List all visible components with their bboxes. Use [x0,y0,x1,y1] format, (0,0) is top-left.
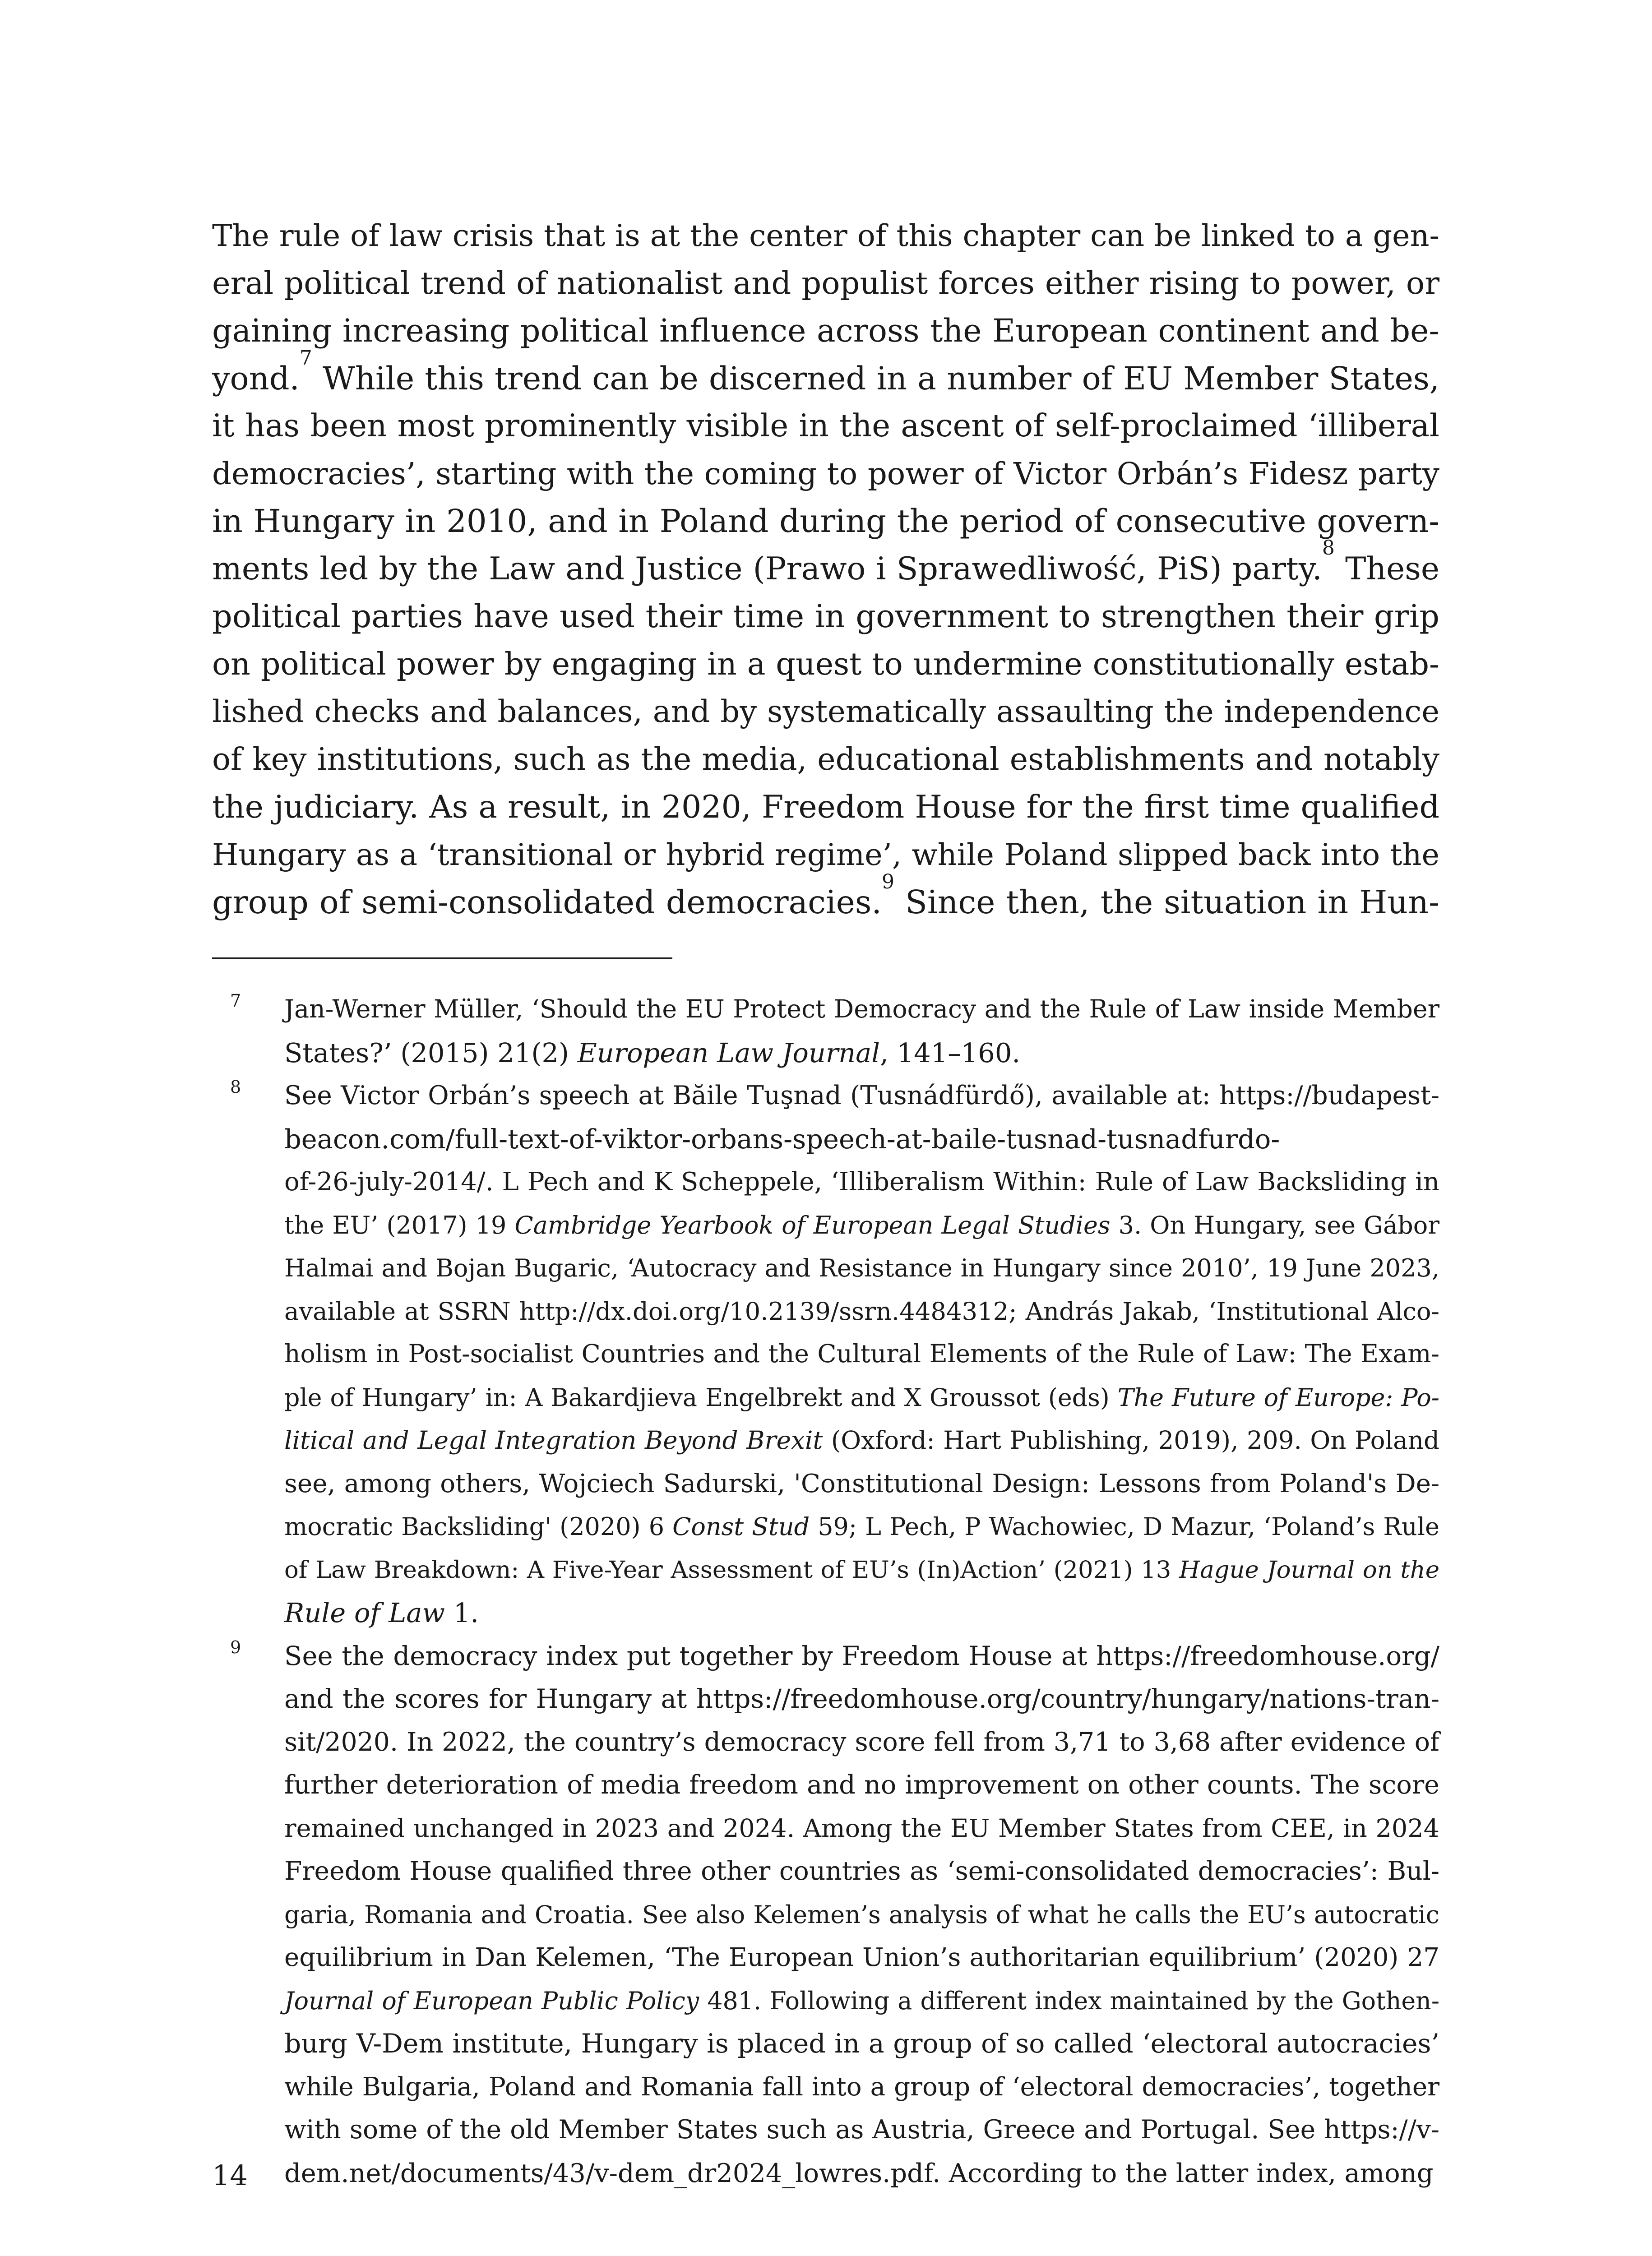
footnote-text [284,1074,1439,1635]
footnote-text-run: See Victor Orbán’s speech at Băile Tuşnad (Tusnádfürdő), available at: https://budapest- [284,1081,1439,1110]
footnote-text-run: Freedom House qualified three other countries as ‘semi-consolidated democracies’: Bul- [284,1856,1439,1886]
footnote-line [284,1333,1439,1376]
footnote-line [284,1290,1439,1333]
footnote-text-run: 481. Following a different index maintained by the Gothen- [699,1986,1440,2015]
footnote-italic-run: Const Stud [672,1512,810,1541]
body-line: lished checks and balances, and by systematically assaulting the independence [212,694,1439,729]
footnote-line [284,1850,1439,1893]
footnote-line [284,1031,1439,1075]
footnote-text-run: while Bulgaria, Poland and Romania fall into a group of ‘electoral democracies’, together [284,2072,1439,2102]
footnote-text-run: mocratic Backsliding' (2020) 6 [284,1512,673,1541]
footnote-line [284,1721,1439,1764]
footnote-text-run: (Oxford: Hart Publishing, 2019), 209. On Poland [823,1426,1440,1455]
footnote-italic-run: The Future of Europe: Po- [1117,1383,1439,1412]
body-text-run: yond. [212,360,300,397]
footnote-text-run: beacon.com/full-text-of-viktor-orbans-speech-at-baile-tusnad-tusnadfurdo- [284,1123,1280,1155]
body-line [212,870,1439,926]
body-line: political parties have used their time in government to strengthen their grip [212,598,1439,635]
body-text-run: Since then, the situation in Hun- [894,883,1439,921]
footnote-text-run: 59; L Pech, P Wachowiec, D Mazur, ‘Poland’s Rule [810,1512,1439,1541]
footnote-italic-run: Journal of European Public Policy [284,1986,699,2015]
footnote-line [284,1979,1439,2023]
body-text-run: These [1334,550,1440,587]
page-number: 14 [212,2159,248,2192]
footnote-line [284,1893,1439,1937]
footnote-text-run: the EU’ (2017) 19 [284,1211,515,1239]
footnote-line [284,2066,1439,2109]
body-line: democracies’, starting with the coming to power of Victor Orbán’s Fidesz party [212,456,1439,491]
body-line: of key institutions, such as the media, educational establishments and notably [212,741,1439,777]
body-text-run: group of semi-consolidated democracies. [212,883,882,921]
footnote-text-run: 1. [444,1597,479,1628]
footnote-text-run: dem.net/documents/43/v-dem_dr2024_lowres.pdf. According to the latter index, among [284,2158,1434,2188]
footnote-number: 8 [230,1077,241,1097]
footnote-text-run: States?’ (2015) 21(2) [284,1037,578,1068]
footnote-text-run: Jan-Werner Müller, ‘Should the EU Protect Democracy and the Rule of Law inside Member [284,995,1439,1024]
footnote-number: 9 [230,1637,241,1657]
footnote-line [284,1074,1439,1118]
footnote-ref-9[interactable]: 9 [881,870,894,894]
footnote-text-run: of-26-july-2014/. L Pech and K Scheppele, ‘Illiberalism Within: Rule of Law Backsliding in [284,1167,1439,1197]
footnote-number: 7 [230,991,241,1011]
footnote-text [284,988,1439,1074]
footnote-text-run: , 141–160. [880,1037,1021,1068]
footnote-text-run: further deterioration of media freedom and no improvement on other counts. The score [284,1770,1439,1800]
body-line: The rule of law crisis that is at the center of this chapter can be linked to a gen- [212,218,1439,253]
footnote-line [284,1204,1439,1247]
footnote-line [284,1549,1439,1592]
footnote-line [284,988,1439,1031]
body-line: on political power by engaging in a quest to undermine constitutionally estab- [212,646,1439,682]
body-text-run: While this trend can be discerned in a number of EU Member States, [312,360,1439,397]
footnote-line [284,1247,1439,1290]
footnote-ref-7[interactable]: 7 [299,347,312,370]
footnote-line [284,1376,1439,1419]
footnote-text-run: See the democracy index put together by Freedom House at https://freedomhouse.org/ [284,1641,1439,1671]
footnote-ref-8[interactable]: 8 [1322,536,1335,560]
footnote-text-run: see, among others, Wojciech Sadurski, 'Constitutional Design: Lessons from Poland's De- [284,1469,1439,1498]
body-line: eral political trend of nationalist and populist forces either rising to power, or [212,265,1439,301]
footnote-text-run: holism in Post-socialist Countries and the Cultural Elements of the Rule of Law: The Exam- [284,1340,1439,1368]
footnote-text-run: garia, Romania and Croatia. See also Kelemen’s analysis of what he calls the EU’s autocratic [284,1900,1439,1929]
footnote-8 [212,1074,1439,1635]
footnote-text-run: and the scores for Hungary at https://freedomhouse.org/country/hungary/nations-tran- [284,1683,1439,1714]
footnote-text [284,1635,1439,2195]
footnote-line [284,1505,1439,1549]
footnote-text-run: of Law Breakdown: A Five-Year Assessment of EU’s (In)Action’ (2021) 13 [284,1556,1180,1584]
footnote-italic-run: Hague Journal on the [1179,1556,1439,1584]
footnote-line [284,1118,1439,1161]
footnote-text-run: burg V-Dem institute, Hungary is placed in a group of so called ‘electoral autocracies’ [284,2028,1439,2059]
footnote-text-run: available at SSRN http://dx.doi.org/10.2139/ssrn.4484312; András Jakab, ‘Institutional Alco- [284,1297,1439,1326]
footnote-line [284,1807,1439,1850]
footnotes [212,988,1439,2195]
body-line: it has been most prominently visible in the ascent of self-proclaimed ‘illiberal [212,408,1439,444]
footnote-text-run: remained unchanged in 2023 and 2024. Among the EU Member States from CEE, in 2024 [284,1813,1439,1843]
footnote-italic-run: Cambridge Yearbook of European Legal Studies [514,1211,1111,1239]
footnote-text-run: 3. On Hungary, see Gábor [1110,1211,1439,1239]
footnote-line [284,1936,1439,1979]
footnote-italic-run: litical and Legal Integration Beyond Brexit [284,1426,823,1455]
footnote-line [284,1635,1439,1678]
footnote-text-run: with some of the old Member States such as Austria, Greece and Portugal. See https://v- [284,2115,1439,2145]
body-line: gaining increasing political influence across the European continent and be- [212,313,1439,349]
body-text-run: ments led by the Law and Justice (Prawo i Sprawedliwość, PiS) party. [212,550,1322,587]
body-line [212,347,1439,403]
body-line: Hungary as a ‘transitional or hybrid regime’, while Poland slipped back into the [212,837,1439,872]
footnote-text-run: ple of Hungary’ in: A Bakardjieva Engelbrekt and X Groussot (eds) [284,1383,1118,1412]
footnote-text-run: sit/2020. In 2022, the country’s democracy score fell from 3,71 to 3,68 after evidence of [284,1727,1439,1757]
footnote-italic-run: European Law Journal [577,1037,880,1068]
footnote-line [284,1678,1439,1721]
footnote-text-run: equilibrium in Dan Kelemen, ‘The European Union’s authoritarian equilibrium’ (2020) 27 [284,1943,1439,1972]
body-line: the judiciary. As a result, in 2020, Freedom House for the first time qualified [212,789,1439,825]
footnote-text-run: Halmai and Bojan Bugaric, ‘Autocracy and Resistance in Hungary since 2010’, 19 June 2023, [284,1254,1439,1282]
footnote-separator [212,957,672,959]
footnote-line [284,2152,1439,2195]
body-paragraph [212,212,1439,926]
footnote-line [284,2108,1439,2152]
footnote-line [284,1462,1439,1506]
body-line [212,536,1440,593]
body-line: in Hungary in 2010, and in Poland during the period of consecutive govern- [212,503,1439,540]
footnote-7 [212,988,1439,1074]
footnote-9 [212,1635,1439,2195]
footnote-line [284,1764,1439,1807]
footnote-line [284,1160,1439,1204]
footnote-line [284,1419,1439,1462]
footnote-line [284,2022,1439,2066]
footnote-line [284,1591,1439,1635]
footnote-italic-run: Rule of Law [284,1597,445,1628]
